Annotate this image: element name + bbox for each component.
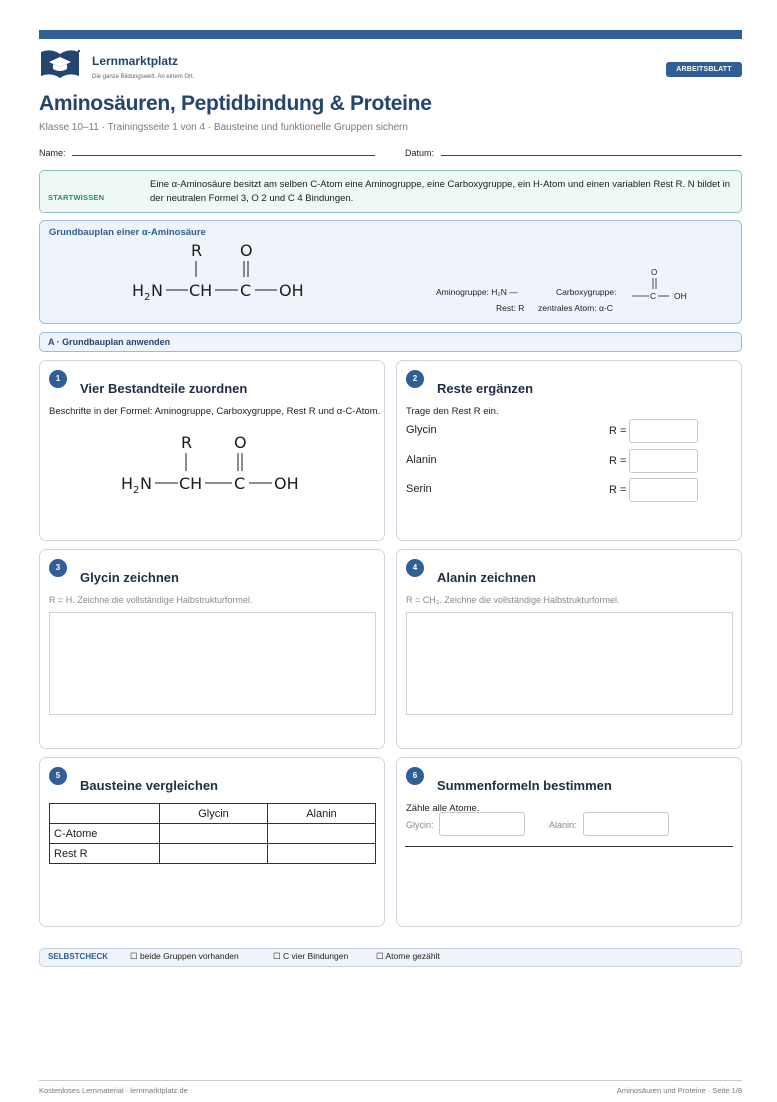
rest-eq-label: R =: [609, 455, 627, 467]
footer-divider: [39, 1080, 742, 1081]
legend-rest: Rest: R: [496, 303, 525, 313]
date-label: Datum:: [405, 148, 435, 158]
t1-formula-oh: OH: [274, 474, 299, 493]
table-row: [50, 824, 376, 844]
table-row-label: Rest R: [50, 844, 160, 864]
t1-formula-r: R: [181, 433, 193, 452]
t1-formula-o: O: [234, 433, 247, 452]
task-title: Bausteine vergleichen: [80, 778, 218, 793]
table-row: [50, 844, 376, 864]
task-number: 6: [406, 767, 424, 785]
task-title: Alanin zeichnen: [437, 570, 536, 585]
table-cell-input[interactable]: [160, 844, 268, 864]
formula-ch: CH: [189, 281, 213, 300]
footer-right: Aminosäuren und Proteine · Seite 1/8: [616, 1086, 742, 1095]
table-row-label: C-Atome: [50, 824, 160, 844]
sum-input-glycin[interactable]: [439, 812, 525, 836]
startwissen-tag: STARTWISSEN: [48, 193, 105, 202]
table-cell-input[interactable]: [267, 844, 375, 864]
rest-eq-label: R =: [609, 425, 627, 437]
legend-carboxy: Carboxygruppe:: [556, 287, 617, 297]
task-instruction: Zähle alle Atome.: [406, 803, 480, 814]
task-number: 3: [49, 559, 67, 577]
selbstcheck-tag: SELBSTCHECK: [48, 952, 109, 961]
drawing-area-glycin[interactable]: [49, 612, 376, 715]
page-title: Aminosäuren, Peptidbindung & Proteine: [39, 92, 432, 115]
date-field[interactable]: [441, 155, 742, 156]
task-card-6: [396, 757, 742, 927]
mini-oh: OH: [674, 291, 687, 301]
top-accent-bar: [39, 30, 742, 39]
rest-eq-label: R =: [609, 484, 627, 496]
formula-n: N: [151, 281, 163, 300]
t1-formula-n: N: [140, 474, 152, 493]
table-cell-input[interactable]: [160, 824, 268, 844]
formula-r: R: [191, 241, 203, 260]
formula-c: C: [240, 281, 252, 300]
drawing-area-alanin[interactable]: [406, 612, 733, 715]
task-title: Vier Bestandteile zuordnen: [80, 381, 248, 396]
table-header-alanin: Alanin: [267, 804, 375, 824]
task-number: 1: [49, 370, 67, 388]
brand-name: Lernmarktplatz: [92, 54, 179, 68]
formula-oh: OH: [279, 281, 304, 300]
rest-input-serin[interactable]: [629, 478, 698, 502]
carboxy-mini-formula: [630, 265, 700, 303]
task-card-4: [396, 549, 742, 749]
page-subtitle: Klasse 10–11 · Trainingsseite 1 von 4 · Bausteine und funktionelle Gruppen sichern: [39, 122, 408, 133]
name-field[interactable]: [72, 155, 375, 156]
startwissen-text: Eine α-Aminosäure besitzt am selben C-Atom eine Aminogruppe, eine Carboxygruppe, ein H-Atom und einen variablen Rest R. N bildet in der neutralen Formel 3, O 2 und C 4 Bindungen.: [150, 179, 731, 204]
t1-formula-c: C: [234, 474, 246, 493]
graduation-cap-book-icon: [39, 48, 81, 82]
sum-input-alanin[interactable]: [583, 812, 669, 836]
task-instruction: R = H. Zeichne die vollständige Halbstrukturformel.: [49, 595, 253, 605]
section-a-bar: [39, 332, 742, 352]
rest-input-alanin[interactable]: [629, 449, 698, 473]
table-cell-input[interactable]: [267, 824, 375, 844]
task-instruction: Trage den Rest R ein.: [406, 406, 499, 417]
rest-row-name-serin: Serin: [406, 483, 432, 495]
task-title: Summenformeln bestimmen: [437, 778, 612, 793]
rest-row-name-glycin: Glycin: [406, 424, 437, 436]
name-label: Name:: [39, 148, 66, 158]
t1-formula-h: H: [121, 474, 134, 493]
legend-amino: Aminogruppe: H₂N —: [436, 287, 518, 297]
rest-input-glycin[interactable]: [629, 419, 698, 443]
legend-central: zentrales Atom: α-C: [538, 303, 613, 313]
task-card-2: [396, 360, 742, 541]
task-card-3: [39, 549, 385, 749]
formula-o: O: [240, 241, 253, 260]
task1-formula[interactable]: [114, 431, 314, 497]
formula-h: H: [132, 281, 145, 300]
selbstcheck-item-atoms[interactable]: ☐ Atome gezählt: [376, 951, 440, 961]
selbstcheck-item-groups[interactable]: ☐ beide Gruppen vorhanden: [130, 951, 239, 961]
startwissen-box: [39, 170, 742, 213]
task-number: 4: [406, 559, 424, 577]
mini-c: C: [650, 291, 657, 301]
selbstcheck-item-bonds[interactable]: ☐ C vier Bindungen: [273, 951, 349, 961]
table-header-empty: [50, 804, 160, 824]
task-number: 2: [406, 370, 424, 388]
t1-formula-ch: CH: [179, 474, 203, 493]
answer-line[interactable]: [405, 846, 733, 847]
brand-tagline: Die ganze Bildungswelt. An einem Ort.: [92, 74, 195, 80]
table-header-glycin: Glycin: [160, 804, 268, 824]
selbstcheck-bar: [39, 948, 742, 967]
task-title: Glycin zeichnen: [80, 570, 179, 585]
task-instruction: R = CH₃. Zeichne die vollständige Halbstrukturformel.: [406, 595, 620, 605]
grundbauplan-box: [39, 220, 742, 324]
task-title: Reste ergänzen: [437, 381, 534, 396]
task-number: 5: [49, 767, 67, 785]
footer-left: Kostenloses Lernmaterial · lernmarktplatz.de: [39, 1086, 188, 1095]
section-a-label: A · Grundbauplan anwenden: [48, 337, 171, 347]
amino-acid-formula: [125, 239, 315, 303]
sum-label-glycin: Glycin:: [406, 820, 434, 830]
t1-formula-sub2: 2: [133, 485, 140, 496]
task-card-1: [39, 360, 385, 541]
grundbauplan-title: Grundbauplan einer α-Aminosäure: [49, 227, 206, 238]
comparison-table: [49, 803, 376, 864]
task-instruction: Beschrifte in der Formel: Aminogruppe, Carboxygruppe, Rest R und α-C-Atom.: [49, 406, 381, 417]
worksheet-badge: ARBEITSBLATT: [666, 62, 742, 77]
formula-sub2: 2: [144, 292, 151, 303]
sum-label-alanin: Alanin:: [549, 820, 577, 830]
rest-row-name-alanin: Alanin: [406, 454, 437, 466]
mini-o: O: [651, 268, 658, 277]
task-card-5: [39, 757, 385, 927]
